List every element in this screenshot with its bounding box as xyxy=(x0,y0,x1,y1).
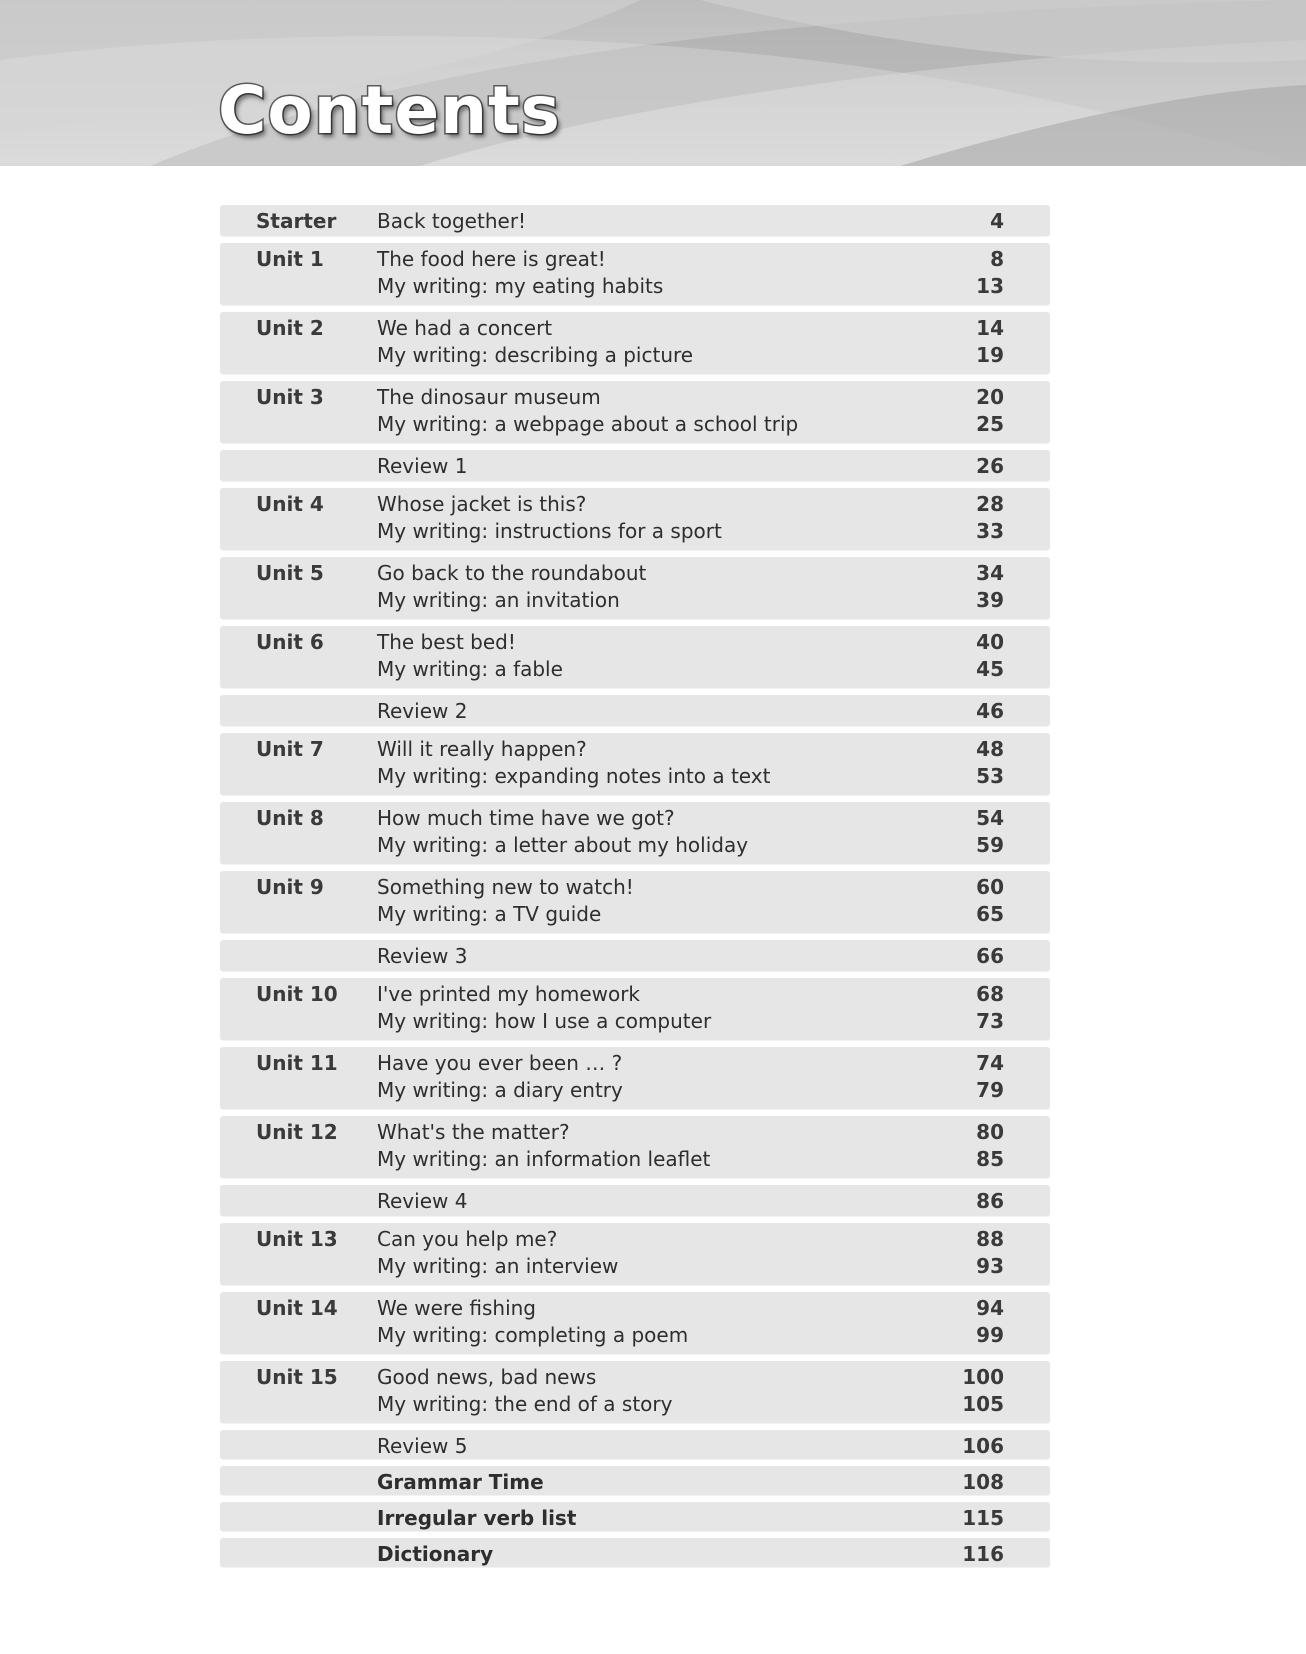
toc-entry-title: My writing: instructions for a sport xyxy=(377,519,722,543)
toc-row xyxy=(220,695,1050,726)
toc-row xyxy=(220,1361,1050,1423)
toc-entry xyxy=(377,982,1050,1009)
toc-unit-label: Unit 3 xyxy=(256,385,324,409)
toc-unit-label: Unit 15 xyxy=(256,1365,338,1389)
toc-entry-page: 40 xyxy=(976,630,1004,654)
toc-entry-page: 68 xyxy=(976,982,1004,1006)
toc-entry-title: My writing: completing a poem xyxy=(377,1323,689,1347)
toc-unit-label: Unit 1 xyxy=(256,247,324,271)
toc-entry-title: Go back to the roundabout xyxy=(377,561,647,585)
toc-entry xyxy=(377,519,1050,546)
toc-row xyxy=(220,312,1050,374)
toc-entry xyxy=(377,875,1050,902)
toc-entry xyxy=(377,316,1050,343)
toc-row xyxy=(220,1223,1050,1285)
toc-entry-title: We had a concert xyxy=(377,316,553,340)
toc-entry-title: Can you help me? xyxy=(377,1227,558,1251)
toc-entry xyxy=(377,1227,1050,1254)
toc-entry-page: 73 xyxy=(976,1009,1004,1033)
toc-entry-title: Review 2 xyxy=(377,699,468,723)
toc-unit-label: Unit 6 xyxy=(256,630,324,654)
toc-entry-title: What's the matter? xyxy=(377,1120,570,1144)
toc-entry xyxy=(377,944,1050,971)
toc-entry-page: 25 xyxy=(976,412,1004,436)
toc-unit-label: Unit 4 xyxy=(256,492,324,516)
toc-row xyxy=(220,1502,1050,1531)
toc-entry-page: 14 xyxy=(976,316,1004,340)
toc-entry-title: Review 5 xyxy=(377,1434,468,1458)
toc-entry-title: Have you ever been … ? xyxy=(377,1051,623,1075)
toc-entry-title: My writing: a fable xyxy=(377,657,563,681)
toc-row xyxy=(220,626,1050,688)
toc-entry-page: 79 xyxy=(976,1078,1004,1102)
toc-entry-page: 39 xyxy=(976,588,1004,612)
toc-entry-page: 105 xyxy=(962,1392,1004,1416)
toc-entry-page: 80 xyxy=(976,1120,1004,1144)
toc-entry-page: 60 xyxy=(976,875,1004,899)
toc-entry-page: 100 xyxy=(962,1365,1004,1389)
toc-entry-page: 94 xyxy=(976,1296,1004,1320)
toc-entry-page: 85 xyxy=(976,1147,1004,1171)
toc-entry-title: Good news, bad news xyxy=(377,1365,597,1389)
toc-entry xyxy=(377,385,1050,412)
toc-entry-title: My writing: my eating habits xyxy=(377,274,664,298)
toc-entry xyxy=(377,630,1050,657)
toc-entry-page: 106 xyxy=(962,1434,1004,1458)
toc-unit-label: Unit 11 xyxy=(256,1051,338,1075)
toc-entry-page: 115 xyxy=(962,1506,1004,1530)
toc-entry-title: My writing: a letter about my holiday xyxy=(377,833,749,857)
toc-entry xyxy=(377,1120,1050,1147)
toc-entry-page: 20 xyxy=(976,385,1004,409)
toc-row xyxy=(220,1538,1050,1567)
toc-entry-title: Back together! xyxy=(377,209,527,233)
toc-row xyxy=(220,488,1050,550)
toc-entry-title: We were fishing xyxy=(377,1296,536,1320)
toc-entry-title: My writing: a diary entry xyxy=(377,1078,623,1102)
toc-unit-label: Unit 9 xyxy=(256,875,324,899)
toc-entry-page: 28 xyxy=(976,492,1004,516)
toc-entry-title: The food here is great! xyxy=(377,247,606,271)
toc-row xyxy=(220,557,1050,619)
toc-entry-title: Review 3 xyxy=(377,944,468,968)
toc-row xyxy=(220,1292,1050,1354)
toc-row xyxy=(220,802,1050,864)
toc-row xyxy=(220,978,1050,1040)
toc-entry xyxy=(377,902,1050,929)
toc-entry-page: 99 xyxy=(976,1323,1004,1347)
toc-row xyxy=(220,1116,1050,1178)
toc-entry xyxy=(377,1296,1050,1323)
toc-entry-title: Dictionary xyxy=(377,1542,494,1566)
toc-entry-title: I've printed my homework xyxy=(377,982,641,1006)
toc-entry-page: 53 xyxy=(976,764,1004,788)
toc-unit-label: Unit 14 xyxy=(256,1296,338,1320)
toc-entry xyxy=(377,1078,1050,1105)
toc-row xyxy=(220,871,1050,933)
toc-entry-title: My writing: describing a picture xyxy=(377,343,694,367)
toc-entry xyxy=(377,247,1050,274)
toc-unit-label: Starter xyxy=(256,209,337,233)
toc-entry xyxy=(377,1254,1050,1281)
toc-entry-page: 48 xyxy=(976,737,1004,761)
toc-entry-title: My writing: an invitation xyxy=(377,588,620,612)
toc-entry xyxy=(377,209,1050,236)
toc-entry xyxy=(377,737,1050,764)
toc-row xyxy=(220,243,1050,305)
page-title: Contents xyxy=(218,72,561,149)
toc-row xyxy=(220,205,1050,236)
toc-entry xyxy=(377,561,1050,588)
toc-entry-page: 26 xyxy=(976,454,1004,478)
toc-entry-page: 86 xyxy=(976,1189,1004,1213)
toc-entry-page: 34 xyxy=(976,561,1004,585)
header-banner xyxy=(0,0,1306,166)
toc-row xyxy=(220,381,1050,443)
toc-entry xyxy=(377,454,1050,481)
toc-entry-title: My writing: an information leaflet xyxy=(377,1147,711,1171)
toc-entry xyxy=(377,1392,1050,1419)
toc-entry xyxy=(377,588,1050,615)
toc-entry xyxy=(377,1189,1050,1216)
toc-entry-page: 45 xyxy=(976,657,1004,681)
toc-entry xyxy=(377,1147,1050,1174)
toc-row xyxy=(220,1185,1050,1216)
toc-row xyxy=(220,450,1050,481)
toc-entry-page: 65 xyxy=(976,902,1004,926)
toc-entry-title: Irregular verb list xyxy=(377,1506,577,1530)
toc-entry xyxy=(377,1434,1050,1461)
toc-unit-label: Unit 2 xyxy=(256,316,324,340)
toc-entry-page: 108 xyxy=(962,1470,1004,1494)
toc-entry-title: Grammar Time xyxy=(377,1470,544,1494)
toc-entry-title: Will it really happen? xyxy=(377,737,587,761)
toc-entry xyxy=(377,806,1050,833)
toc-row xyxy=(220,1047,1050,1109)
toc-entry xyxy=(377,1051,1050,1078)
toc-unit-label: Unit 7 xyxy=(256,737,324,761)
toc-entry-page: 93 xyxy=(976,1254,1004,1278)
toc-entry-page: 13 xyxy=(976,274,1004,298)
toc-unit-label: Unit 13 xyxy=(256,1227,338,1251)
toc-entry-title: My writing: how I use a computer xyxy=(377,1009,712,1033)
toc-entry xyxy=(377,492,1050,519)
toc-unit-label: Unit 5 xyxy=(256,561,324,585)
toc-entry xyxy=(377,1323,1050,1350)
banner-wave-decoration xyxy=(0,0,1306,166)
toc-entry-title: How much time have we got? xyxy=(377,806,675,830)
toc-entry xyxy=(377,412,1050,439)
toc-entry xyxy=(377,1542,1050,1569)
toc-entry xyxy=(377,1009,1050,1036)
toc-entry-title: My writing: a TV guide xyxy=(377,902,602,926)
toc-entry-title: Something new to watch! xyxy=(377,875,634,899)
toc-entry xyxy=(377,1506,1050,1533)
toc-entry-title: My writing: expanding notes into a text xyxy=(377,764,771,788)
toc-entry xyxy=(377,657,1050,684)
toc-entry-title: The dinosaur museum xyxy=(377,385,601,409)
toc-entry-page: 116 xyxy=(962,1542,1004,1566)
table-of-contents xyxy=(220,205,1050,1574)
toc-entry-page: 66 xyxy=(976,944,1004,968)
toc-entry-title: My writing: an interview xyxy=(377,1254,619,1278)
toc-entry xyxy=(377,699,1050,726)
toc-entry-title: Review 4 xyxy=(377,1189,468,1213)
toc-unit-label: Unit 8 xyxy=(256,806,324,830)
toc-entry xyxy=(377,274,1050,301)
toc-entry-page: 46 xyxy=(976,699,1004,723)
toc-entry-page: 4 xyxy=(990,209,1004,233)
toc-entry-page: 54 xyxy=(976,806,1004,830)
toc-entry xyxy=(377,343,1050,370)
toc-entry xyxy=(377,764,1050,791)
toc-entry-page: 59 xyxy=(976,833,1004,857)
toc-row xyxy=(220,1430,1050,1459)
toc-row xyxy=(220,733,1050,795)
toc-entry-page: 33 xyxy=(976,519,1004,543)
toc-entry-page: 74 xyxy=(976,1051,1004,1075)
toc-entry-title: My writing: a webpage about a school trip xyxy=(377,412,799,436)
toc-entry xyxy=(377,1365,1050,1392)
toc-entry-title: My writing: the end of a story xyxy=(377,1392,673,1416)
toc-entry-page: 88 xyxy=(976,1227,1004,1251)
toc-row xyxy=(220,1466,1050,1495)
toc-unit-label: Unit 12 xyxy=(256,1120,338,1144)
toc-entry-title: Whose jacket is this? xyxy=(377,492,587,516)
toc-entry-page: 19 xyxy=(976,343,1004,367)
toc-row xyxy=(220,940,1050,971)
toc-entry xyxy=(377,1470,1050,1497)
toc-entry-page: 8 xyxy=(990,247,1004,271)
toc-entry-title: Review 1 xyxy=(377,454,468,478)
toc-entry-title: The best bed! xyxy=(377,630,516,654)
toc-unit-label: Unit 10 xyxy=(256,982,338,1006)
toc-entry xyxy=(377,833,1050,860)
